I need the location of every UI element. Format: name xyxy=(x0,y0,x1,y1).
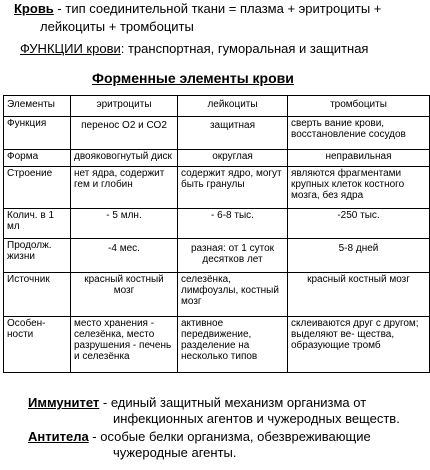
header-elements: Элементы xyxy=(4,96,71,117)
table-cell: активное передвижение, разделение на несколько типов xyxy=(178,317,288,373)
table-cell: неправильная xyxy=(288,150,430,167)
row-label: Форма xyxy=(4,150,71,167)
table-cell: являются фрагментами крупных клеток костного мозга, без ядра xyxy=(288,167,430,209)
table-cell: защитная xyxy=(178,117,288,150)
table-cell: сверть вание крови, восстановление сосудов xyxy=(288,117,430,150)
intro-line-1 xyxy=(14,1,381,16)
blood-cells-table xyxy=(3,95,430,373)
table-cell: содержит ядро, могут быть гранулы xyxy=(178,167,288,209)
table-cell: красный костный мозг xyxy=(288,273,430,317)
table-cell: - 6-8 тыс. xyxy=(178,209,288,239)
table-row xyxy=(4,209,430,239)
header-erythrocytes: эритроциты xyxy=(71,96,178,117)
term-blood: Кровь xyxy=(14,1,54,16)
header-platelets: тромбоциты xyxy=(288,96,430,117)
functions-text: : транспортная, гуморальная и защитная xyxy=(120,41,369,56)
term-immunity: Иммунитет xyxy=(28,395,100,410)
table-cell: -250 тыс. xyxy=(288,209,430,239)
table-cell: склеиваются друг с другом; выделяют ве- щества, образующие тромб xyxy=(288,317,430,373)
table-row xyxy=(4,239,430,273)
table-row xyxy=(4,150,430,167)
table-cell: красный костный мозг xyxy=(71,273,178,317)
immunity-line-2: инфекционных агентов и чужеродных веществ. xyxy=(113,411,400,426)
table-header-row xyxy=(4,96,430,117)
table-cell: перенос О2 и СО2 xyxy=(71,117,178,150)
immunity-line-1 xyxy=(28,395,366,410)
term-antibodies: Антитела xyxy=(28,429,89,444)
row-label: Источник xyxy=(4,273,71,317)
table-row xyxy=(4,117,430,150)
antibodies-definition-1: - особые белки организма, обезвреживающие xyxy=(88,429,371,444)
table-cell: нет ядра, содержит гем и глобин xyxy=(71,167,178,209)
immunity-definition-1: - единый защитный механизм организма от xyxy=(99,395,367,410)
table-cell: -4 мес. xyxy=(71,239,178,273)
antibodies-line-2: чужеродные агенты. xyxy=(113,445,237,460)
table-row xyxy=(4,273,430,317)
row-label: Продолж. жизни xyxy=(4,239,71,273)
table-row xyxy=(4,167,430,209)
table-title: Форменные элементы крови xyxy=(92,70,294,86)
functions-label: ФУНКЦИИ крови xyxy=(20,41,121,56)
row-label: Функция xyxy=(4,117,71,150)
intro-line-2 xyxy=(40,19,194,34)
blood-definition-2: лейкоциты + тромбоциты xyxy=(40,19,194,34)
header-leukocytes: лейкоциты xyxy=(178,96,288,117)
antibodies-line-1 xyxy=(28,429,371,444)
table-cell: округлая xyxy=(178,150,288,167)
table-cell: место хранения - селезёнка, место разрушения - печень и селезёнка xyxy=(71,317,178,373)
functions-line xyxy=(20,41,368,56)
table-cell: двояковогнутый диск xyxy=(71,150,178,167)
table-cell: 5-8 дней xyxy=(288,239,430,273)
row-label: Строение xyxy=(4,167,71,209)
table-row xyxy=(4,317,430,373)
row-label: Колич. в 1 мл xyxy=(4,209,71,239)
table-cell: селезёнка, лимфоузлы, костный мозг xyxy=(178,273,288,317)
table-cell: - 5 млн. xyxy=(71,209,178,239)
table-cell: разная: от 1 суток десятков лет xyxy=(178,239,288,273)
blood-definition-1: - тип соединительной ткани = плазма + эритроциты + xyxy=(53,1,382,16)
row-label: Особен- ности xyxy=(4,317,71,373)
